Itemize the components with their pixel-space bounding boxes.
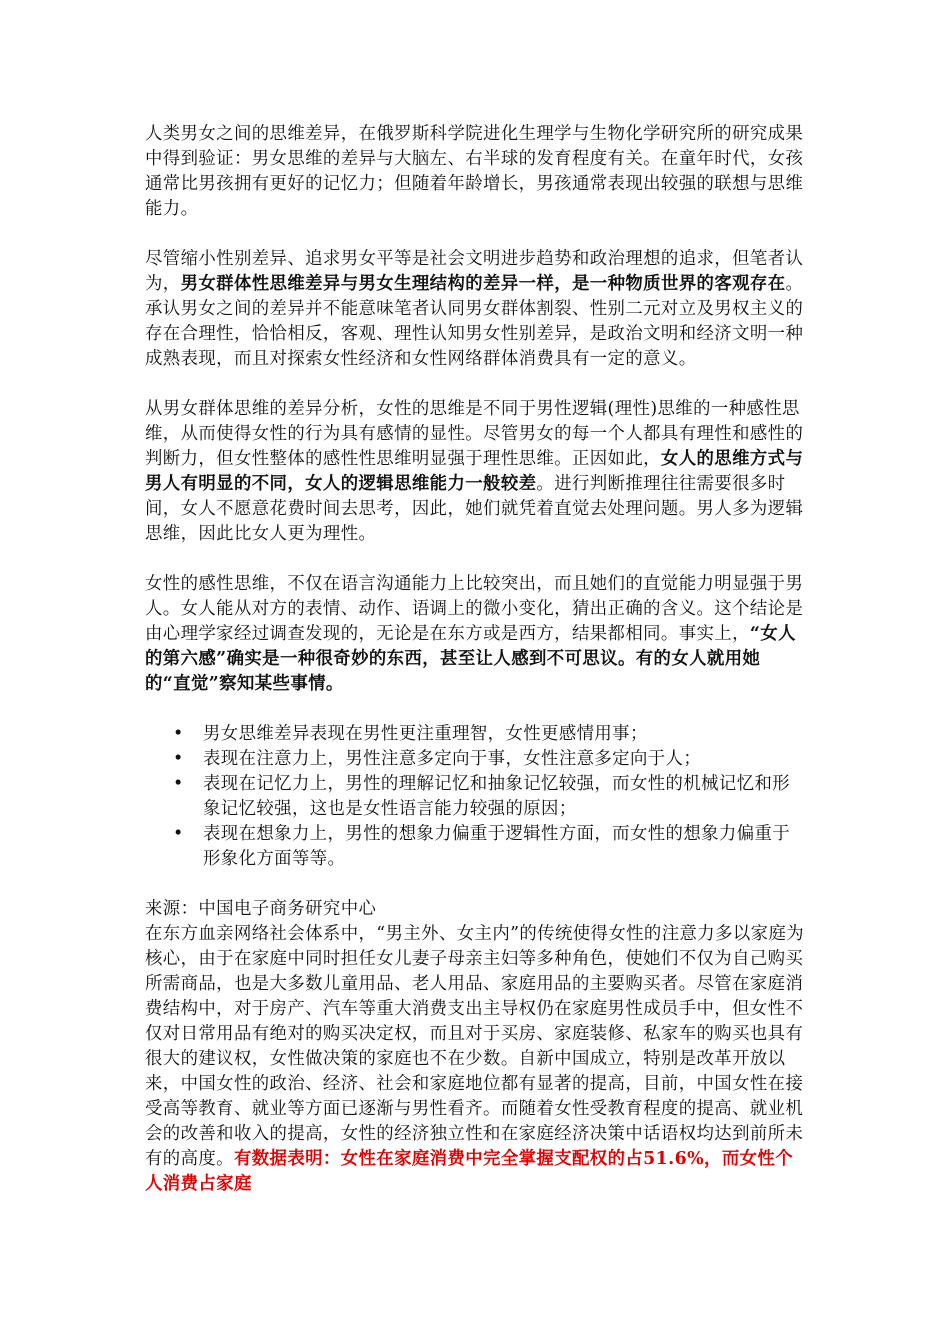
source-line — [145, 897, 805, 922]
bold-emphasis: 男女群体性思维差异与男女生理结构的差异一样，是一种物质世界的客观存在 — [180, 274, 786, 294]
bold-emphasis: 女人的思维方式与男人有明显的不同，女人的逻辑思维能力一般较差 — [145, 449, 804, 494]
paragraph-gender-equality — [145, 247, 805, 372]
paragraph-text: 女性的感性思维，不仅在语言沟通能力上比较突出，而且她们的直觉能力明显强于男人。女人能从对方的表情、动作、语调上的微小变化，猜出正确的含义。这个结论是由心理学家经过调查发现的，无论是在东方或是西方，结果都相同。事实上， — [145, 574, 804, 644]
bullet-item: • 表现在记忆力上，男性的理解记忆和抽象记忆较强，而女性的机械记忆和形象记忆较强，这也是女性语言能力较强的原因； — [203, 772, 805, 822]
paragraph-text: 人类男女之间的思维差异，在俄罗斯科学院进化生理学与生物化学研究所的研究成果中得到验证：男女思维的差异与大脑左、右半球的发育程度有关。在童年时代，女孩通常比男孩拥有更好的记忆力；但随着年龄增长，男孩通常表现出较强的联想与思维能力。 — [145, 124, 804, 219]
bullet-item: • 表现在想象力上，男性的想象力偏重于逻辑性方面，而女性的想象力偏重于形象化方面等等。 — [203, 822, 805, 872]
paragraph-intuition — [145, 572, 805, 697]
paragraph-text: 在东方血亲网络社会体系中，“男主外、女主内”的传统使得女性的注意力多以家庭为核心，由于在家庭中同时担任女儿妻子母亲主妇等多种角色，使她们不仅为自己购买所需商品，也是大多数儿童用品、老人用品、家庭用品的主要购买者。尽管在家庭消费结构中，对于房产、汽车等重大消费支出主导权仍在家庭男性成员手中，但女性不仅对日常用品有绝对的购买决定权，而且对于买房、家庭装修、私家车的购买也具有很大的建议权，女性做决策的家庭也不在少数。自新中国成立，特别是改革开放以来，中国女性的政治、经济、社会和家庭地位都有显著的提高，目前，中国女性在接受高等教育、就业等方面已逐渐与男性看齐。而随着女性受教育程度的提高、就业机会的改善和收入的提高，女性的经济独立性和在家庭经济决策中话语权均达到前所未有的高度。 — [145, 924, 805, 1169]
bullet-item: • 男女思维差异表现在男性更注重理智，女性更感情用事； — [203, 722, 805, 747]
bullet-item: • 表现在注意力上，男性注意多定向于事，女性注意多定向于人； — [203, 747, 805, 772]
paragraph-family-consumption — [145, 922, 805, 1197]
paragraph-text: 从男女群体思维的差异分析，女性的思维是不同于男性逻辑(理性)思维的一种感性思维，从而使得女性的行为具有感情的显性。尽管男女的每一个人都具有理性和感性的判断力，但女性整体的感性性思维明显强于理性思维。正因如此， — [145, 399, 804, 469]
red-highlight-statistic: 有数据表明：女性在家庭消费中完全掌握支配权的占51.6%，而女性个人消费占家庭 — [145, 1149, 793, 1194]
document-body — [145, 122, 805, 1197]
paragraph-text: 尽管缩小性别差异、追求男女平等是社会文明进步趋势和政治理想的追求，但笔者认为， — [145, 249, 804, 294]
bold-emphasis: “女人的第六感”确实是一种很奇妙的东西，甚至让人感到不可思议。有的女人就用她的“直觉”察知某些事情。 — [145, 624, 796, 694]
source-text: 来源：中国电子商务研究中心 — [145, 899, 377, 919]
paragraph-text: 。进行判断推理往往需要很多时间，女人不愿意花费时间去思考，因此，她们就凭着直觉去处理问题。男人多为逻辑思维，因此比女人更为理性。 — [145, 474, 804, 544]
paragraph-text: 。承认男女之间的差异并不能意味笔者认同男女群体割裂、性别二元对立及男权主义的存在合理性，恰恰相反，客观、理性认知男女性别差异，是政治文明和经济文明一种成熟表现，而且对探索女性经济和女性网络群体消费具有一定的意义。 — [145, 274, 804, 369]
paragraph-thinking-difference-research — [145, 122, 805, 222]
difference-bullet-list — [145, 722, 805, 872]
paragraph-emotional-thinking — [145, 397, 805, 547]
